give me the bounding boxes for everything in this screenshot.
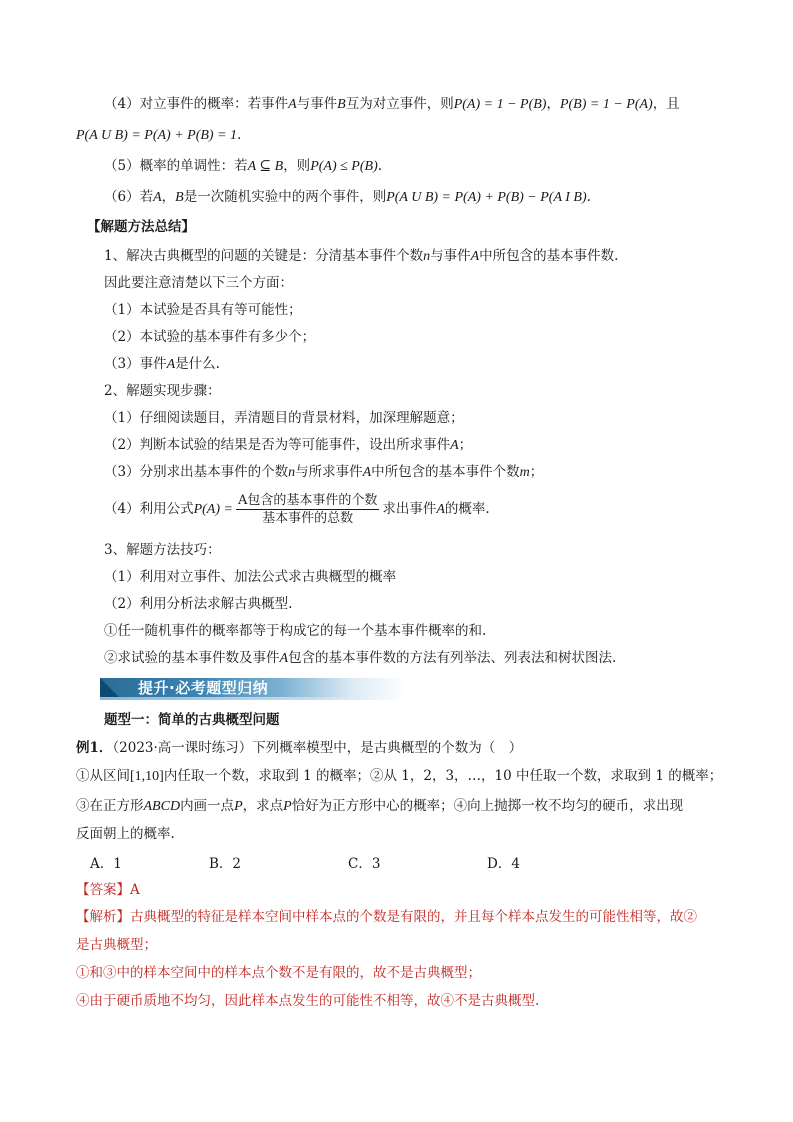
- step-1: （1）仔细阅读题目，弄清题目的背景材料，加深理解题意；: [104, 410, 464, 426]
- technique-2: （2）利用分析法求解古典概型.: [104, 596, 293, 612]
- step-2: （2）判断本试验的结果是否为等可能事件，设出所求事件A；: [104, 437, 473, 453]
- formula-probability: P(A) =: [193, 502, 233, 517]
- property-4-line2: P(A U B) = P(A) + P(B) = 1.: [76, 127, 242, 143]
- formula-complement-a: P(A) = 1 − P(B): [453, 97, 547, 112]
- formula-union-sum: P(A U B) = P(A) + P(B) = 1: [76, 128, 238, 143]
- property-4-line1: （4）对立事件的概率：若事件A与事件B互为对立事件，则P(A) = 1 − P(B)，P(B) = 1 − P(A)，且: [104, 96, 680, 112]
- step-3: （3）分别求出基本事件的个数n与所求事件A中所包含的基本事件个数m；: [104, 464, 544, 480]
- conclusion-2: ②求试验的基本事件数及事件A包含的基本事件数的方法有列举法、列表法和树状图法.: [104, 650, 617, 666]
- analysis-line3: ①和③中的样本空间中的样本点个数不是有限的，故不是古典概型；: [76, 965, 481, 981]
- formula-subset: A ⊆ B: [247, 159, 284, 174]
- summary-point-1: 1、解决古典概型的问题的关键是：分清基本事件个数n与事件A中所包含的基本事件数.: [104, 248, 619, 264]
- var-b: B: [337, 97, 346, 112]
- probability-fraction: [236, 492, 379, 527]
- step-4: （4）利用公式P(A) = $\frac{\text{A包含的基本事件的个数}}{\text{基本事件的总数}}$ 求出事件A的概率.: [104, 493, 490, 526]
- option-d: D．4: [487, 856, 520, 872]
- summary-point-2: 2、解题实现步骤：: [104, 383, 221, 399]
- banner-underline: [100, 697, 406, 700]
- var-a: A: [288, 97, 297, 112]
- analysis-line4: ④由于硬币质地不均匀，因此样本点发生的可能性不相等，故④不是古典概型.: [76, 993, 540, 1009]
- fraction-numerator: A包含的基本事件的个数: [237, 493, 378, 508]
- summary-heading: 【解题方法总结】: [87, 219, 195, 235]
- summary-note: 因此要注意清楚以下三个方面：: [104, 275, 293, 291]
- analysis-line1: 【解析】古典概型的特征是样本空间中样本点的个数是有限的，并且每个样本点发生的可能性相等，故②: [76, 909, 697, 925]
- example-label: 例1．: [76, 740, 113, 756]
- conclusion-1: ①任一随机事件的概率都等于构成它的每一个基本事件概率的和.: [104, 623, 487, 639]
- example-1-header: 例1．（2023·高一课时练习）下列概率模型中，是古典概型的个数为（ ）: [76, 740, 523, 756]
- aspect-1: （1）本试验是否具有等可能性；: [104, 302, 302, 318]
- aspect-2: （2）本试验的基本事件有多少个；: [104, 329, 316, 345]
- option-c: C．3: [348, 856, 381, 872]
- aspect-3: （3）事件A是什么.: [104, 356, 220, 372]
- section-banner: [100, 678, 406, 698]
- example-1-line3: 反面朝上的概率.: [76, 826, 175, 842]
- analysis-line2: 是古典概型；: [76, 937, 157, 953]
- banner-decoration: [100, 678, 120, 698]
- interval: [1,10]: [130, 769, 164, 784]
- property-5: （5）概率的单调性：若A ⊆ B，则P(A) ≤ P(B).: [104, 158, 383, 174]
- question-type-title: 题型一：简单的古典概型问题: [104, 712, 280, 728]
- formula-complement-b: P(B) = 1 − P(A): [559, 97, 653, 112]
- property-6: （6）若A，B是一次随机实验中的两个事件，则P(A U B) = P(A) + P(B) − P(A I B).: [104, 189, 591, 205]
- summary-point-3: 3、解题方法技巧：: [104, 542, 221, 558]
- technique-1: （1）利用对立事件、加法公式求古典概型的概率: [104, 569, 397, 585]
- formula-addition: P(A U B) = P(A) + P(B) − P(A I B): [386, 190, 587, 205]
- example-1-line2: ③在正方形ABCD内画一点P，求点P恰好为正方形中心的概率；④向上抛掷一枚不均匀的硬币，求出现: [76, 798, 684, 814]
- answer-label: 【答案】A: [76, 882, 140, 898]
- option-a: A．1: [90, 856, 122, 872]
- formula-monotonic: P(A) ≤ P(B): [310, 159, 378, 174]
- example-1-line1: ①从区间[1,10]内任取一个数，求取到 1 的概率；②从 1，2，3，…，10 中任取一个数，求取到 1 的概率；: [76, 768, 723, 784]
- option-b: B．2: [209, 856, 242, 872]
- banner-title: 提升·必考题型归纳: [138, 679, 269, 697]
- fraction-denominator: 基本事件的总数: [262, 511, 354, 526]
